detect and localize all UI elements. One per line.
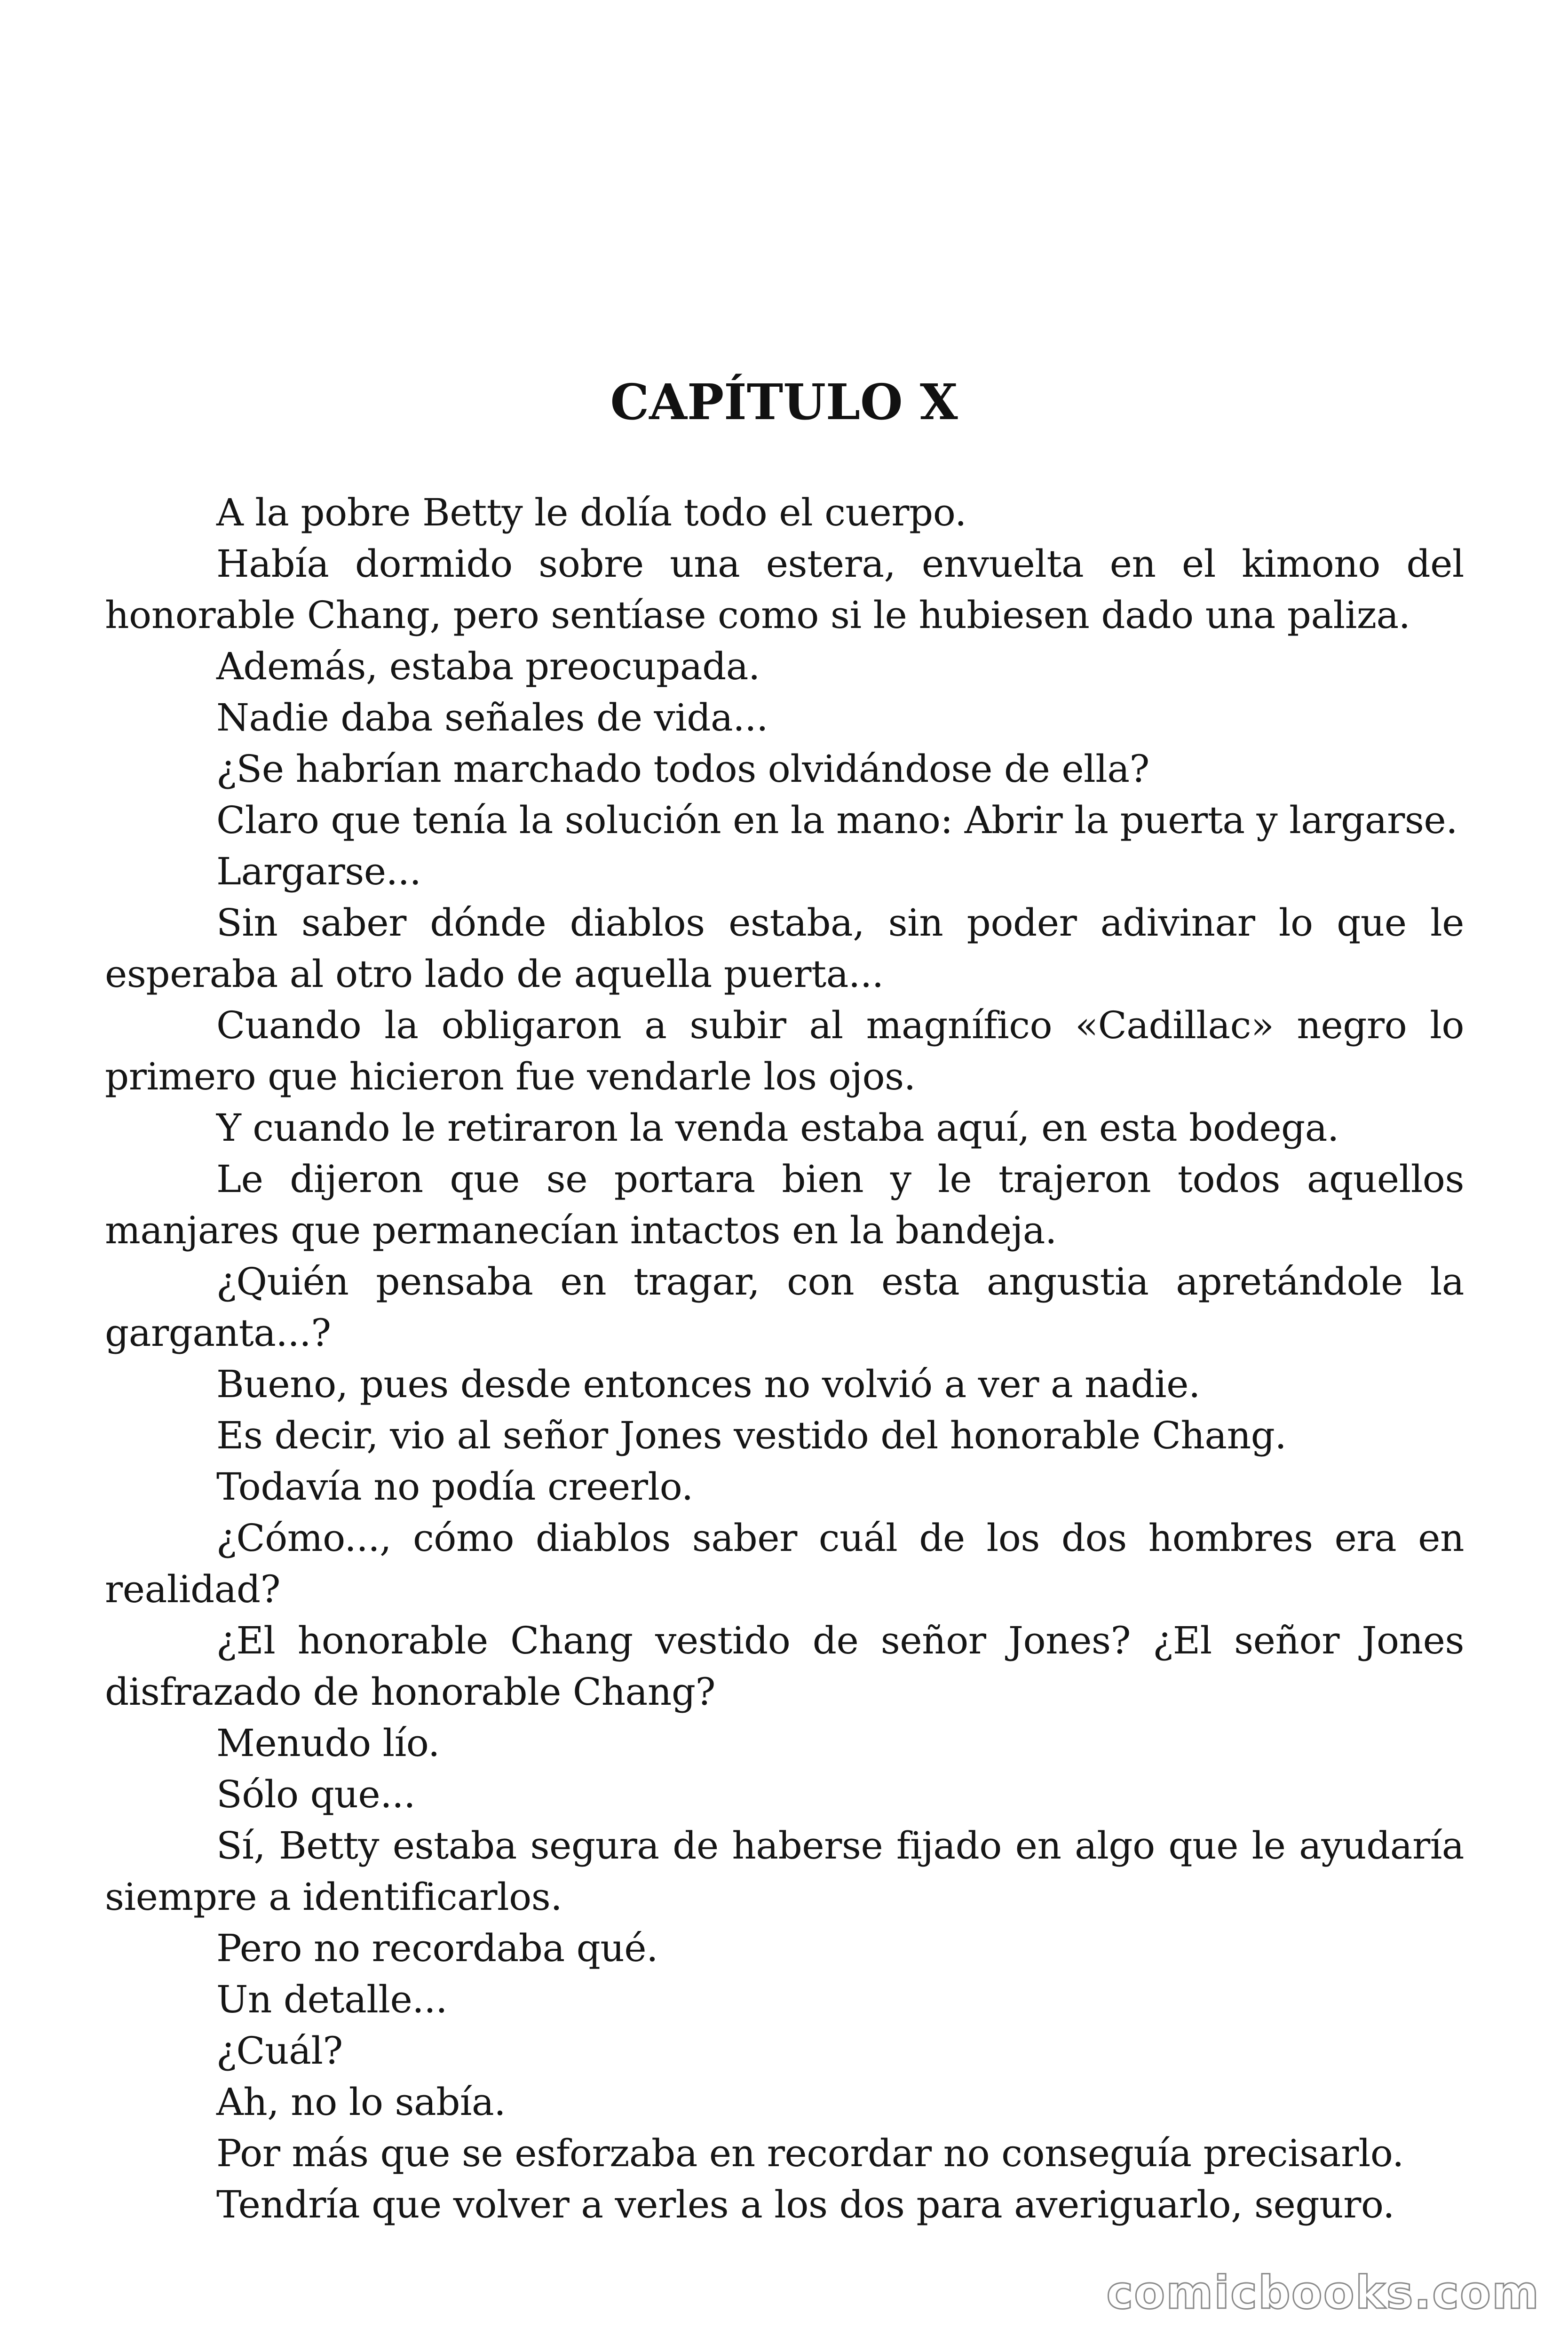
- paragraph: Nadie daba señales de vida...: [216, 696, 768, 739]
- paragraph: Ah, no lo sabía.: [216, 2080, 506, 2124]
- paragraph: Claro que tenía la solución en la mano: Abrir la puerta y largarse.: [216, 798, 1458, 842]
- paragraph: Sí, Betty estaba segura de haberse fijado en algo que le ayudaría siempre a identificarlos.: [105, 1824, 1464, 1919]
- paragraph: Cuando la obligaron a subir al magnífico «Cadillac» negro lo primero que hicieron fue vendarle los ojos.: [105, 1003, 1464, 1098]
- paragraph: Y cuando le retiraron la venda estaba aquí, en esta bodega.: [216, 1106, 1339, 1150]
- paragraph: Un detalle...: [216, 1978, 448, 2021]
- paragraph: ¿Cómo..., cómo diablos saber cuál de los dos hombres era en realidad?: [105, 1516, 1464, 1611]
- paragraph: ¿Cuál?: [216, 2029, 343, 2073]
- paragraph: Sólo que...: [216, 1772, 416, 1816]
- paragraph: ¿Se habrían marchado todos olvidándose de ella?: [216, 747, 1149, 791]
- paragraph: Por más que se esforzaba en recordar no conseguía precisarlo.: [216, 2131, 1404, 2175]
- paragraph: ¿Quién pensaba en tragar, con esta angustia apretándole la garganta...?: [105, 1260, 1464, 1355]
- paragraph: Largarse...: [216, 850, 421, 893]
- chapter-body: [105, 487, 1464, 2230]
- paragraph: Le dijeron que se portara bien y le trajeron todos aquellos manjares que permanecían intactos en la bandeja.: [105, 1157, 1464, 1252]
- paragraph: Bueno, pues desde entonces no volvió a ver a nadie.: [216, 1362, 1200, 1406]
- paragraph: Tendría que volver a verles a los dos para averiguarlo, seguro.: [216, 2183, 1395, 2226]
- chapter-title: CAPÍTULO X: [610, 373, 958, 431]
- paragraph: Había dormido sobre una estera, envuelta en el kimono del honorable Chang, pero sentíase como si le hubiesen dado una paliza.: [105, 542, 1464, 637]
- paragraph: Pero no recordaba qué.: [216, 1926, 658, 1970]
- watermark: comicbooks.com: [1106, 2266, 1540, 2319]
- paragraph: Todavía no podía creerlo.: [216, 1465, 693, 1509]
- paragraph: Menudo lío.: [216, 1721, 440, 1765]
- paragraph: Es decir, vio al señor Jones vestido del honorable Chang.: [216, 1414, 1287, 1457]
- paragraph: Además, estaba preocupada.: [216, 644, 760, 688]
- paragraph: ¿El honorable Chang vestido de señor Jones? ¿El señor Jones disfrazado de honorable Chang?: [105, 1619, 1464, 1714]
- paragraph: Sin saber dónde diablos estaba, sin poder adivinar lo que le esperaba al otro lado de aquella puerta...: [105, 901, 1464, 996]
- paragraph: A la pobre Betty le dolía todo el cuerpo.: [216, 491, 966, 534]
